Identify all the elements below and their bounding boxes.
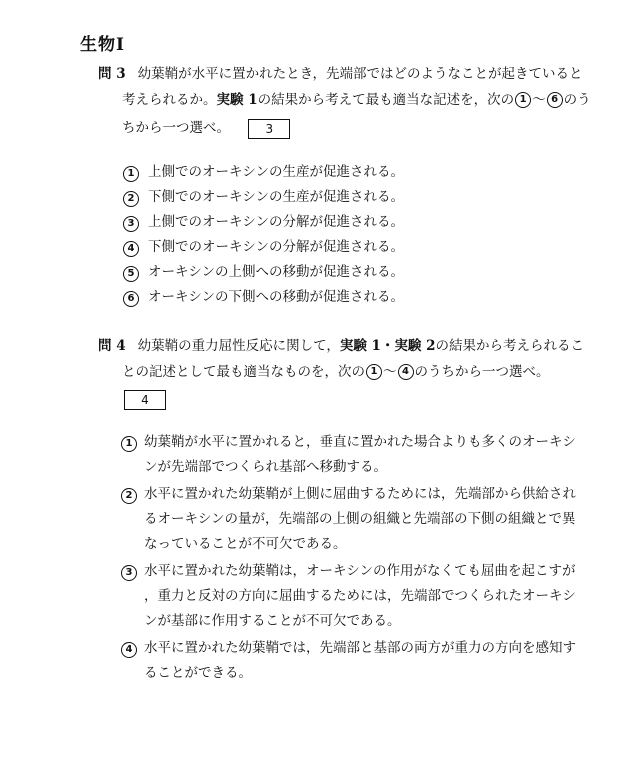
q4-choice-list xyxy=(120,430,576,686)
choice-text-line: 水平に置かれた幼葉鞘では，先端部と基部の両方が重力の方向を感知す xyxy=(144,640,576,656)
choice-text-line: ンが基部に作用することが不可欠である。 xyxy=(144,613,401,629)
q3-range-end-marker: 6 xyxy=(547,92,563,108)
choice-number-marker: 2 xyxy=(123,191,139,207)
q3-line-1 xyxy=(98,62,591,86)
q3-choice-5 xyxy=(122,260,404,285)
q4-choice-1 xyxy=(120,430,576,480)
q3-choice-1 xyxy=(122,160,404,185)
q4-stem-1a: 幼葉鞘の重力屈性反応に関して， xyxy=(137,338,340,354)
q3-choice-3 xyxy=(122,210,404,235)
q4-choice-3 xyxy=(120,559,576,634)
q4-experiment-sep: ・ xyxy=(380,338,395,354)
choice-text-line: 水平に置かれた幼葉鞘が上側に屈曲するためには，先端部から供給され xyxy=(144,486,576,502)
choice-text: 上側でのオーキシンの生産が促進される。 xyxy=(148,164,405,180)
q3-stem-3: ちから一つ選べ。 xyxy=(122,120,230,136)
q4-range-end-marker: 4 xyxy=(398,364,414,380)
choice-text: 下側でのオーキシンの分解が促進される。 xyxy=(148,239,405,255)
q4-answer-row xyxy=(98,390,584,410)
choice-number-marker: 6 xyxy=(123,291,139,307)
choice-text: 上側でのオーキシンの分解が促進される。 xyxy=(148,214,405,230)
q4-line-2 xyxy=(98,358,584,386)
choice-text: オーキシンの上側への移動が促進される。 xyxy=(148,264,405,280)
choice-number-marker: 1 xyxy=(123,166,139,182)
choice-text: オーキシンの下側への移動が促進される。 xyxy=(148,289,405,305)
q4-experiment-ref-2: 実験 2 xyxy=(394,338,436,354)
choice-text-line: ，重力と反対の方向に屈曲するためには，先端部でつくられたオーキシ xyxy=(144,588,576,604)
q4-number: 問 4 xyxy=(98,338,126,354)
q4-stem-2b: のうちから一つ選べ。 xyxy=(414,364,550,380)
choice-number-marker: 4 xyxy=(121,642,137,658)
q3-choice-6 xyxy=(122,285,404,310)
choice-number-marker: 2 xyxy=(121,488,137,504)
choice-text-line: 幼葉鞘が水平に置かれると，垂直に置かれた場合よりも多くのオーキシ xyxy=(144,434,576,450)
q3-stem-1: 幼葉鞘が水平に置かれたとき，先端部ではどのようなことが起きていると xyxy=(137,66,583,82)
q3-choice-list xyxy=(122,160,404,310)
q4-line-1 xyxy=(98,334,584,358)
choice-text-line: なっていることが不可欠である。 xyxy=(144,536,347,552)
choice-number-marker: 1 xyxy=(121,436,137,452)
q3-stem-2b: の結果から考えて最も適当な記述を，次の xyxy=(257,92,515,108)
q4-choice-2 xyxy=(120,482,576,557)
choice-text-line: ることができる。 xyxy=(144,665,252,681)
q3-choice-2 xyxy=(122,185,404,210)
choice-number-marker: 3 xyxy=(123,216,139,232)
subject-title: 生物Ⅰ xyxy=(80,35,125,55)
q3-choice-4 xyxy=(122,235,404,260)
choice-text: 下側でのオーキシンの生産が促進される。 xyxy=(148,189,405,205)
question-4 xyxy=(98,334,584,410)
q4-experiment-ref-1: 実験 1 xyxy=(339,338,381,354)
q3-stem-2a: 考えられるか。 xyxy=(122,92,217,108)
q3-line-2 xyxy=(98,86,591,114)
choice-text-line: 水平に置かれた幼葉鞘は，オーキシンの作用がなくても屈曲を起こすが xyxy=(144,563,576,579)
q3-experiment-ref: 実験 1 xyxy=(216,92,258,108)
q3-answer-box: 3 xyxy=(248,119,290,139)
question-3 xyxy=(98,62,591,142)
q4-stem-1b: の結果から考えられるこ xyxy=(435,338,585,354)
q3-range-start-marker: 1 xyxy=(515,92,531,108)
choice-number-marker: 4 xyxy=(123,241,139,257)
q3-stem-2c: のう xyxy=(563,92,591,108)
q4-range-start-marker: 1 xyxy=(366,364,382,380)
choice-number-marker: 3 xyxy=(121,565,137,581)
q3-number: 問 3 xyxy=(98,66,126,82)
q4-stem-2a: との記述として最も適当なものを，次の xyxy=(122,364,365,380)
choice-number-marker: 5 xyxy=(123,266,139,282)
q4-range-separator: 〜 xyxy=(383,364,397,380)
q3-range-separator: 〜 xyxy=(532,92,546,108)
q4-answer-box: 4 xyxy=(124,390,166,410)
choice-text-line: るオーキシンの量が，先端部の上側の組織と先端部の下側の組織とで異 xyxy=(144,511,576,527)
choice-text-line: ンが先端部でつくられ基部へ移動する。 xyxy=(144,459,387,475)
q4-choice-4 xyxy=(120,636,576,686)
q3-line-3 xyxy=(98,114,591,142)
